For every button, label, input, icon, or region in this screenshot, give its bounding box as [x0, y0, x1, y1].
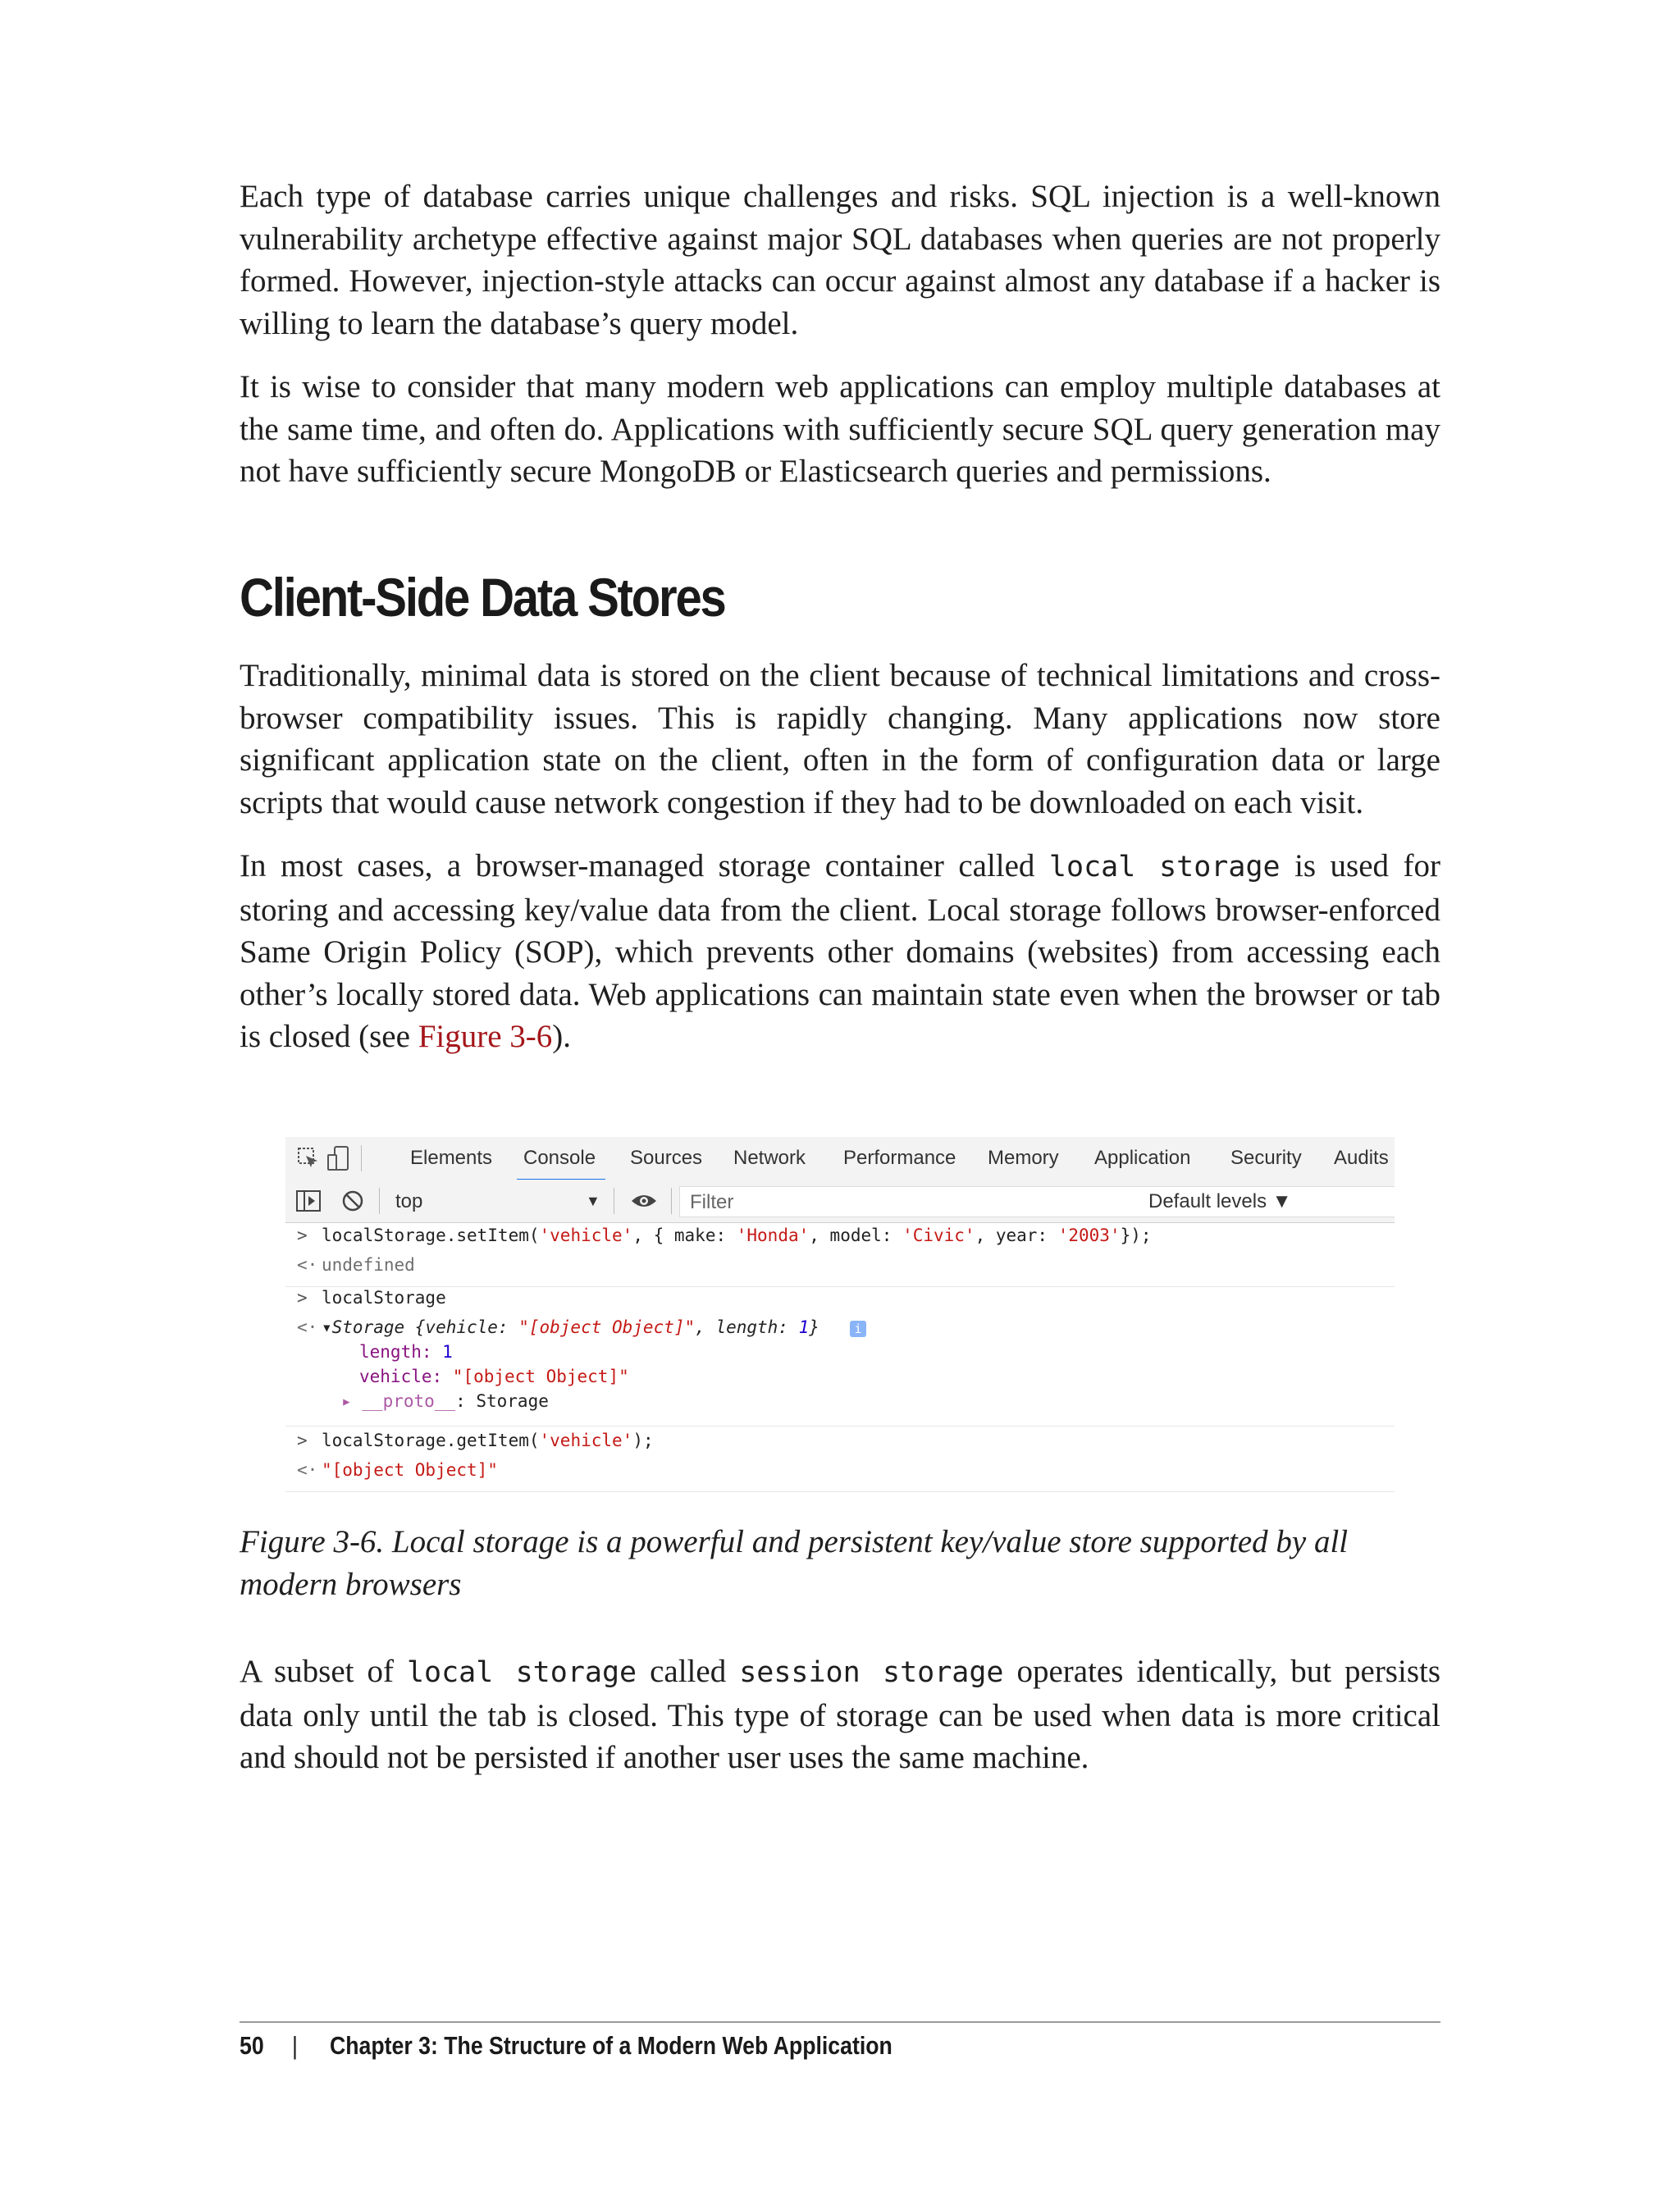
paragraph-multiple-databases: It is wise to consider that many modern web applications can employ multiple databases at the same time, and often do. Applications with sufficiently secure SQL query generation may not have sufficiently secure MongoDB or Elasticsearch queries and permissions.	[240, 369, 1440, 489]
body-text-bottom	[240, 1650, 1440, 1779]
paragraph-client-side: Traditionally, minimal data is stored on the client because of technical limitations and cross-browser compatibility issues. This is rapidly changing. Many applications now store significant application state on the client, often in the form of configuration data or large scripts that would cause network congestion if they had to be downloaded on each visit.	[240, 658, 1440, 820]
tab-console[interactable]: Console	[523, 1147, 596, 1169]
figure-caption-block	[240, 1521, 1404, 1605]
code-session-storage: session storage	[739, 1656, 1004, 1689]
tab-audits[interactable]: Audits	[1334, 1147, 1389, 1169]
console-line-input: > localStorage	[297, 1288, 446, 1308]
context-selector[interactable]: top	[395, 1190, 423, 1212]
paragraph-session-storage: A subset of local storage called session storage operates identically, but persists data only until the tab is closed. This type of storage can be used when data is more critical and should not be persisted if another user uses the same machine.	[240, 1654, 1441, 1775]
tab-network[interactable]: Network	[733, 1147, 806, 1169]
console-line-input: > localStorage.setItem('vehicle', { make: 'Honda', model: 'Civic', year: '2003'});	[297, 1226, 1152, 1245]
paragraph-sql-injection: Each type of database carries unique challenges and risks. SQL injection is a well-known vulnerability archetype effective against major SQL databases when queries are not properly formed. However, injection-style attacks can occur against almost any database if a hacker is willing to learn the database’s query model.	[240, 179, 1440, 341]
figure-link[interactable]: Figure 3-6	[418, 1019, 553, 1054]
console-line-output[interactable]: <· ▾Storage {vehicle: "[object Object]", length: 1} i	[285, 1317, 1395, 1349]
body-text-middle	[240, 655, 1440, 1058]
console-line-property: length: 1	[359, 1342, 453, 1362]
code-local-storage: local storage	[406, 1656, 637, 1689]
tab-sources[interactable]: Sources	[630, 1147, 703, 1169]
footer-divider: |	[292, 2031, 298, 2060]
body-text-top	[240, 176, 1440, 493]
eye-icon[interactable]	[630, 1191, 658, 1211]
console-line-input: > localStorage.getItem('vehicle');	[297, 1431, 654, 1450]
tab-performance[interactable]: Performance	[843, 1147, 956, 1169]
tab-application[interactable]: Application	[1094, 1147, 1191, 1169]
context-dropdown-icon[interactable]: ▼	[586, 1193, 600, 1209]
section-heading: Client-Side Data Stores	[240, 567, 725, 628]
figure-caption: Figure 3-6. Local storage is a powerful and persistent key/value store supported by all modern browsers	[240, 1524, 1349, 1602]
console-toolbar	[285, 1180, 1395, 1223]
running-footer-chapter: Chapter 3: The Structure of a Modern Web Application	[330, 2031, 892, 2060]
devtools-tab-bar	[285, 1137, 1395, 1180]
paragraph-local-storage: In most cases, a browser-managed storage container called local storage is used for storing and accessing key/value data from the client. Local storage follows browser-enforced Same Origin Policy (SOP), which prevents other domains (websites) from accessing each other’s locally stored data. Web applications can maintain state even when the browser or tab is closed (see Figure 3-6).	[240, 848, 1441, 1054]
filter-placeholder: Filter	[690, 1191, 734, 1213]
console-line-output: <· undefined	[285, 1255, 1395, 1287]
footer-rule	[240, 2021, 1440, 2023]
tab-elements[interactable]: Elements	[410, 1147, 493, 1169]
console-line-proto[interactable]: ▸ __proto__: Storage	[285, 1391, 1395, 1427]
code-local-storage: local storage	[1048, 851, 1281, 883]
page-number: 50	[240, 2031, 264, 2060]
devtools-screenshot	[285, 1137, 1395, 1495]
console-line-output: <· "[object Object]"	[285, 1460, 1395, 1492]
console-line-property: vehicle: "[object Object]"	[359, 1367, 629, 1386]
tab-memory[interactable]: Memory	[988, 1147, 1059, 1169]
tab-security[interactable]: Security	[1230, 1147, 1302, 1169]
inspect-element-icon[interactable]	[297, 1147, 320, 1170]
sidebar-toggle-icon[interactable]	[295, 1189, 322, 1212]
device-toolbar-icon[interactable]	[326, 1145, 349, 1171]
info-icon[interactable]: i	[850, 1321, 866, 1337]
log-levels-dropdown[interactable]: Default levels ▼	[1148, 1190, 1292, 1212]
clear-console-icon[interactable]	[341, 1189, 364, 1212]
